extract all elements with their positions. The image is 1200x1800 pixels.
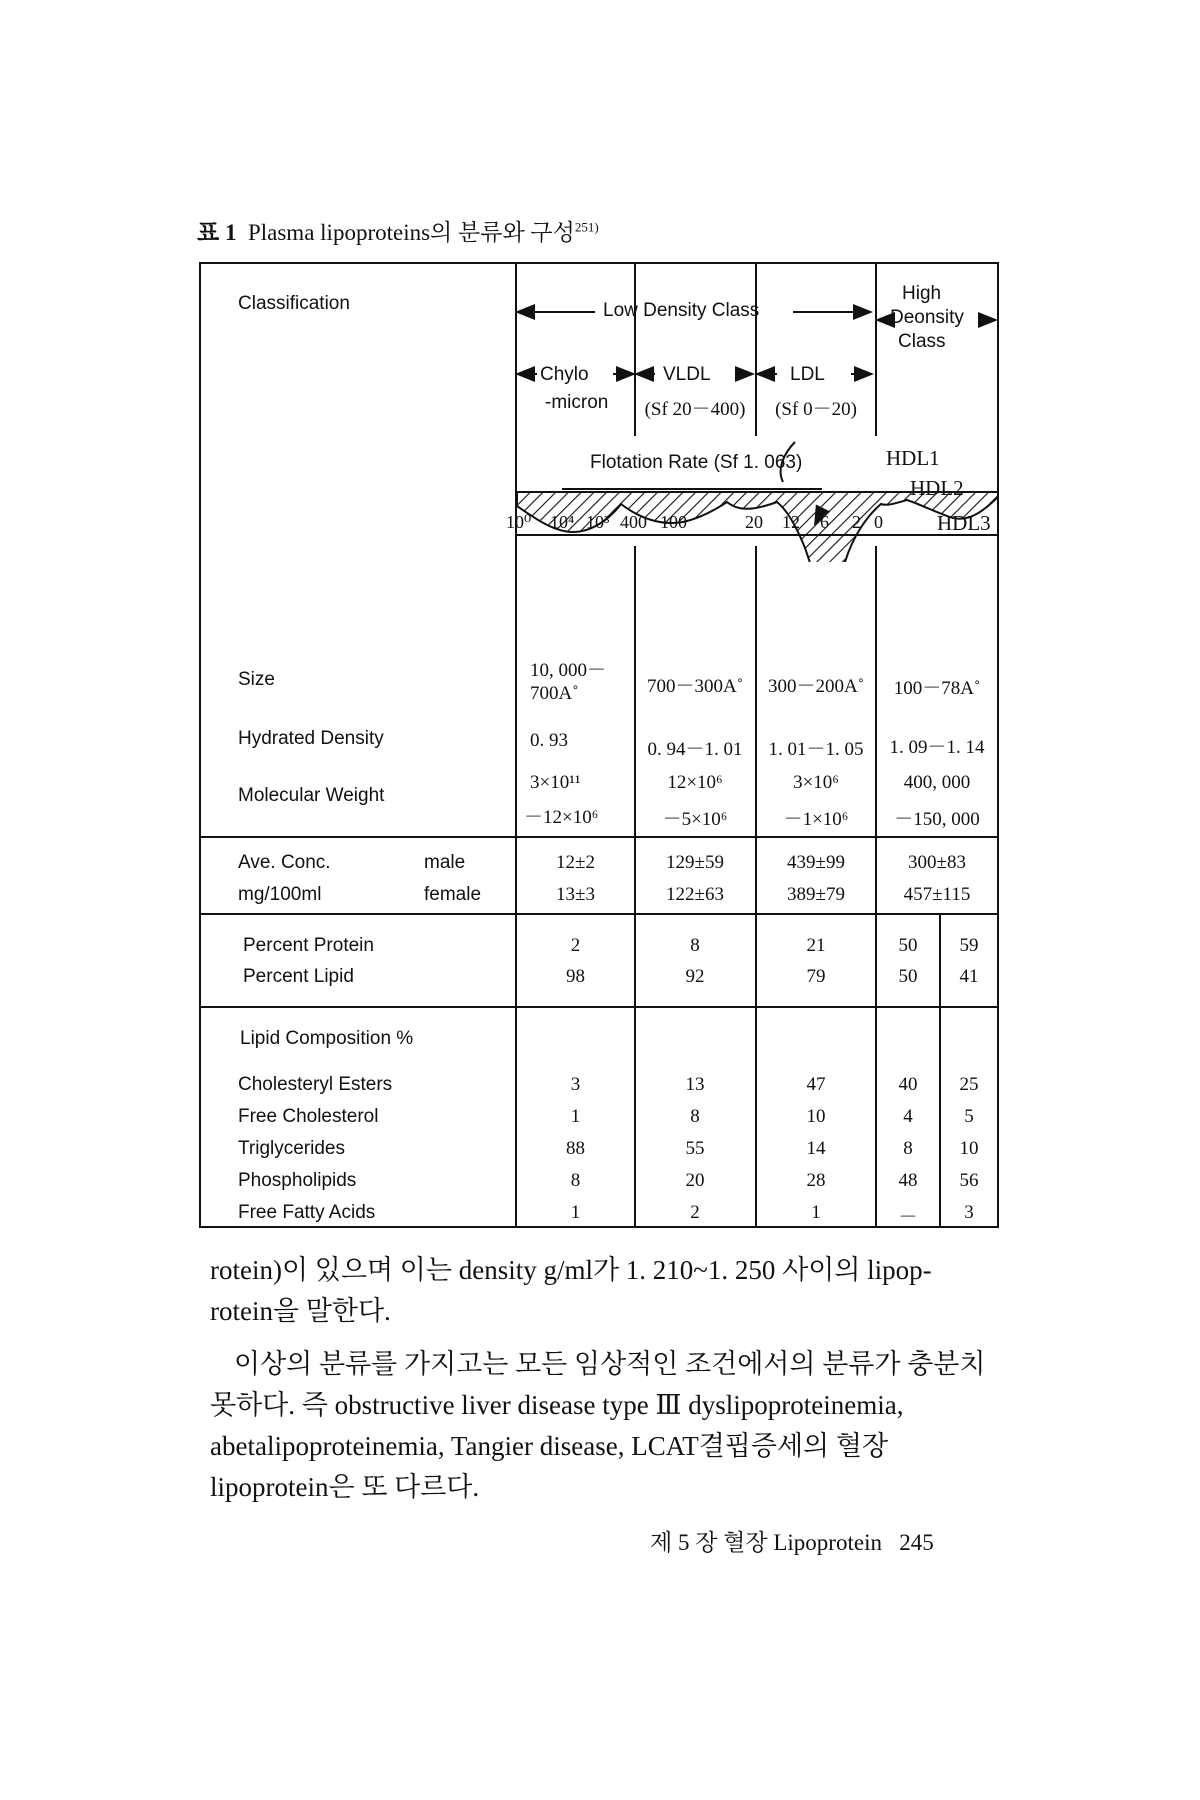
- scale-tick: 20: [745, 512, 763, 532]
- high-density-label-line2: Deonsity: [890, 307, 964, 328]
- separator-lipid: [199, 1006, 999, 1008]
- classification-header: Classification: [238, 293, 350, 314]
- scale-tick: 10⁰: [506, 512, 532, 532]
- paragraph-line: abetalipoproteinemia, Tangier disease, LCAT결핍증세의 혈장: [210, 1431, 889, 1461]
- lipid-value: 25: [959, 1074, 979, 1095]
- conc-female-chylomicron: 13±3: [556, 884, 595, 905]
- table-caption: [197, 214, 599, 247]
- lipid-value: 2: [690, 1202, 700, 1223]
- size-chylomicron-line1: 10, 000－: [530, 660, 607, 681]
- mw-chylomicron-line2: －12×10⁶: [524, 807, 599, 828]
- ldl-label: LDL: [790, 364, 825, 385]
- mw-hdl-line1: 400, 000: [903, 772, 971, 793]
- conc-male-vldl: 129±59: [666, 852, 724, 873]
- lipid-value: 8: [690, 1106, 700, 1127]
- lipid-ldl: 79: [806, 966, 826, 987]
- chylomicron-label-line1: Chylo: [540, 364, 589, 385]
- lipid-value: 40: [898, 1074, 918, 1095]
- table-left-border: [199, 262, 201, 1228]
- chapter-title: 제 5 장 혈장 Lipoprotein: [650, 1530, 882, 1555]
- lipid-value: 48: [898, 1170, 918, 1191]
- lipid-value: 5: [964, 1106, 974, 1127]
- vldl-sf-range: (Sf 20－400): [644, 399, 746, 420]
- scale-tick: 10³: [586, 512, 610, 532]
- density-chylomicron: 0. 93: [530, 730, 568, 751]
- percent-protein-label: Percent Protein: [243, 935, 374, 956]
- table-title: Plasma lipoproteins의 분류와 구성: [247, 220, 575, 245]
- body-paragraph-2: [210, 1344, 1010, 1508]
- paragraph-line: 이상의 분류를 가지고는 모든 임상적인 조건에서의 분류가 충분치: [234, 1349, 986, 1379]
- scale-tick: 12: [782, 512, 800, 532]
- lipid-value: 4: [903, 1106, 913, 1127]
- page-number: 245: [899, 1530, 934, 1555]
- percent-lipid-label: Percent Lipid: [243, 966, 354, 987]
- conc-female-vldl: 122±63: [666, 884, 724, 905]
- conc-male-hdl: 300±83: [908, 852, 966, 873]
- separator-percent: [199, 913, 999, 915]
- mw-vldl-line1: 12×10⁶: [667, 772, 723, 793]
- lipid-value: 1: [570, 1106, 581, 1127]
- hdl3-label: HDL3: [937, 511, 991, 535]
- protein-hdl3: 59: [959, 935, 979, 956]
- size-label: Size: [238, 669, 275, 690]
- lipid-value: 3: [570, 1074, 581, 1095]
- size-chylomicron-line2: 700A˚: [530, 683, 579, 704]
- lipid-value: 47: [806, 1074, 826, 1095]
- scale-tick: 100: [660, 512, 687, 532]
- ave-conc-unit: mg/100ml: [238, 884, 322, 905]
- scale-tick: 10⁴: [550, 512, 575, 532]
- lipid-row-label: Free Cholesterol: [238, 1106, 379, 1127]
- lipid-row-label: Cholesteryl Esters: [238, 1074, 393, 1095]
- mw-ldl-line1: 3×10⁶: [793, 772, 839, 793]
- conc-male-chylomicron: 12±2: [556, 852, 595, 873]
- lipid-hdl2: 50: [898, 966, 918, 987]
- ldl-sf-range: (Sf 0－20): [775, 399, 857, 420]
- size-hdl: 100－78A˚: [893, 678, 981, 699]
- lipid-vldl: 92: [685, 966, 705, 987]
- density-hdl: 1. 09－1. 14: [889, 737, 985, 758]
- lipid-chylomicron: 98: [566, 966, 585, 987]
- lipid-value: 1: [570, 1202, 581, 1223]
- size-ldl: 300－200A˚: [767, 676, 865, 697]
- protein-vldl: 8: [690, 935, 700, 956]
- scale-tick: 6: [820, 512, 829, 532]
- body-paragraph-1: [210, 1250, 1010, 1332]
- density-vldl: 0. 94－1. 01: [647, 739, 743, 760]
- lipid-value: 1: [811, 1202, 821, 1223]
- lipid-composition-header: Lipid Composition %: [240, 1028, 414, 1049]
- lipid-value: 88: [566, 1138, 585, 1159]
- lipid-value: 13: [685, 1074, 705, 1095]
- paragraph-line: rotein을 말한다.: [210, 1296, 391, 1326]
- hdl2-label: HDL2: [910, 476, 964, 500]
- mw-ldl-line2: －1×10⁶: [783, 809, 849, 830]
- lipid-row-label: Phospholipids: [238, 1170, 357, 1191]
- density-ldl: 1. 01－1. 05: [768, 739, 864, 760]
- ave-conc-label: Ave. Conc.: [238, 852, 331, 873]
- lipid-value: 55: [685, 1138, 705, 1159]
- mw-hdl-line2: －150, 000: [894, 809, 980, 830]
- lipid-value: 3: [964, 1202, 974, 1223]
- scale-tick: 0: [874, 512, 883, 532]
- scale-tick: 2: [852, 512, 861, 532]
- scale-tick: 400: [620, 512, 647, 532]
- lipid-value: 10: [806, 1106, 826, 1127]
- high-density-label-line1: High: [902, 283, 942, 304]
- molecular-weight-label: Molecular Weight: [238, 785, 385, 806]
- lipid-value: 8: [570, 1170, 581, 1191]
- lipid-row-label: Free Fatty Acids: [238, 1202, 376, 1223]
- size-vldl: 700－300A˚: [646, 676, 744, 697]
- female-label: female: [424, 884, 482, 905]
- conc-female-hdl: 457±115: [903, 884, 971, 905]
- lipid-value: 56: [959, 1170, 979, 1191]
- mw-vldl-line2: －5×10⁶: [662, 809, 728, 830]
- lipid-row-label: Triglycerides: [238, 1138, 345, 1159]
- paragraph-line: 못하다. 즉 obstructive liver disease type Ⅲ dyslipoproteinemia,: [210, 1390, 904, 1420]
- chylomicron-label-line2: -micron: [545, 392, 609, 413]
- male-label: male: [424, 852, 466, 873]
- table-number: 표 1: [197, 220, 237, 245]
- mw-chylomicron-line1: 3×10¹¹: [530, 772, 581, 793]
- lipid-value: －: [898, 1207, 918, 1228]
- conc-male-ldl: 439±99: [787, 852, 845, 873]
- lipid-value: 28: [806, 1170, 826, 1191]
- reference-marker: 251): [574, 219, 599, 235]
- paragraph-line: rotein)이 있으며 이는 density g/ml가 1. 210~1. 250 사이의 lipop-: [210, 1255, 932, 1285]
- running-footer: [650, 1524, 934, 1557]
- lipid-value: 14: [806, 1138, 826, 1159]
- lipid-value: 20: [685, 1170, 705, 1191]
- paragraph-line: lipoprotein은 또 다르다.: [210, 1472, 480, 1502]
- separator-conc: [199, 836, 999, 838]
- flotation-rate-label: Flotation Rate (Sf 1. 063): [590, 452, 803, 473]
- high-density-label-line3: Class: [898, 331, 946, 352]
- hdl1-label: HDL1: [886, 446, 940, 470]
- conc-female-ldl: 389±79: [787, 884, 845, 905]
- low-density-class-label: Low Density Class: [603, 300, 760, 321]
- protein-chylomicron: 2: [570, 935, 581, 956]
- protein-hdl2: 50: [898, 935, 918, 956]
- hydrated-density-label: Hydrated Density: [238, 728, 384, 749]
- lipid-hdl3: 41: [959, 966, 979, 987]
- lipid-value: 10: [959, 1138, 979, 1159]
- lipid-value: 8: [903, 1138, 913, 1159]
- vldl-label: VLDL: [663, 364, 711, 385]
- protein-ldl: 21: [806, 935, 826, 956]
